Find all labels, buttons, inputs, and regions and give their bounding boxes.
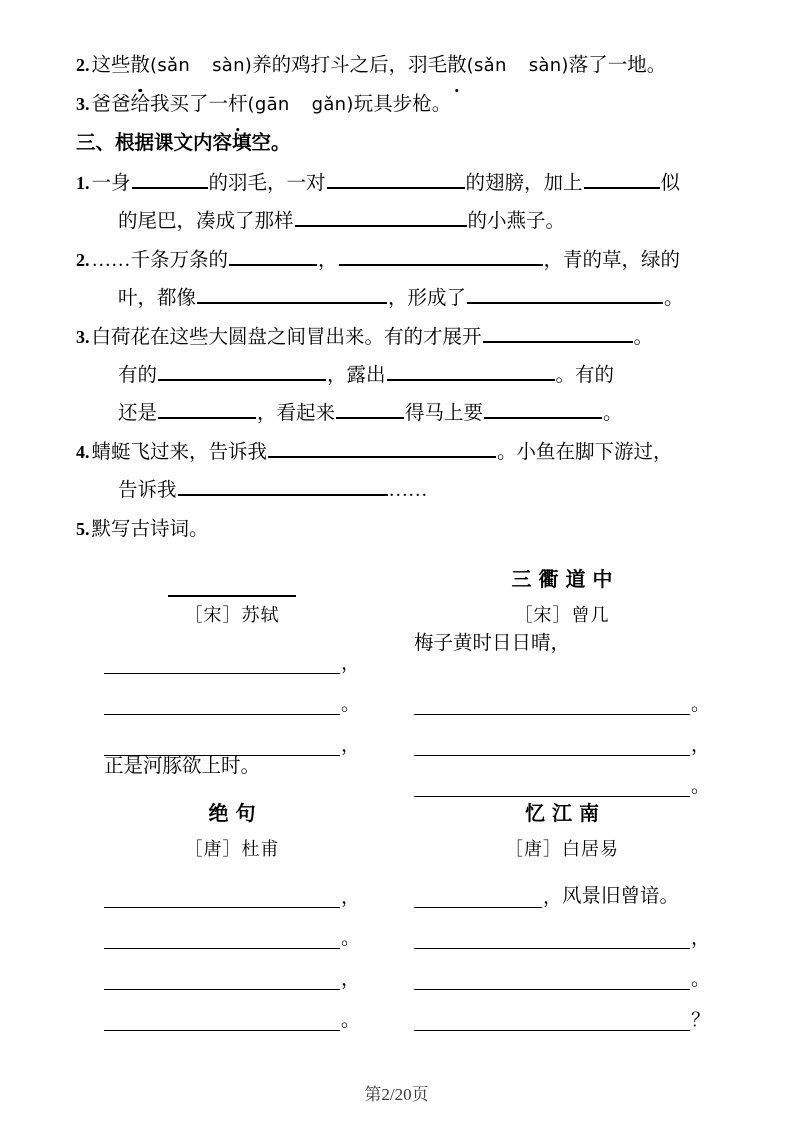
question-text: 白荷花在这些大圆盘之间冒出来。有的才展开 xyxy=(91,327,482,348)
poem-answer-blank[interactable] xyxy=(104,735,340,756)
poem-answer-blank[interactable] xyxy=(104,887,340,908)
poem-punctuation: 。 xyxy=(340,1010,360,1031)
poem-answer-blank[interactable] xyxy=(414,735,690,756)
poem-row-bottom xyxy=(76,797,724,1031)
poem-punctuation: 。 xyxy=(340,694,360,715)
answer-blank[interactable] xyxy=(339,250,543,266)
answer-blank[interactable] xyxy=(467,288,663,304)
pinyin-option[interactable]: sàn) xyxy=(528,55,569,76)
question-text: ，青的草，绿的 xyxy=(543,250,681,271)
poem-answer-blank[interactable] xyxy=(414,1010,690,1031)
question-number: 5. xyxy=(76,519,90,539)
poem-answer-blank[interactable] xyxy=(104,928,340,949)
question-body xyxy=(92,242,725,280)
poem-line xyxy=(414,867,710,908)
emphasized-character: 散 xyxy=(131,47,151,85)
fill-question-row xyxy=(76,395,724,433)
page-content xyxy=(76,46,724,1031)
poem-title-blank[interactable] xyxy=(168,573,296,597)
question-body xyxy=(96,357,724,395)
question-text: 。 xyxy=(633,327,654,348)
question-text: ，形成了 xyxy=(388,288,467,309)
question-text: 得马上要 xyxy=(405,403,484,424)
poem-title: 绝句 xyxy=(208,803,263,825)
question-body xyxy=(92,165,725,203)
fill-question-row xyxy=(76,472,724,510)
question-text: 告诉我 xyxy=(118,480,177,501)
question-text: 。 xyxy=(603,403,623,424)
fill-question-row xyxy=(76,357,724,395)
answer-blank[interactable] xyxy=(158,365,326,381)
question-text: 的尾巴，凑成了那样 xyxy=(118,211,294,232)
poem-answer-blank[interactable] xyxy=(104,969,340,990)
answer-blank[interactable] xyxy=(336,403,404,419)
fill-question-row xyxy=(76,280,724,318)
question-text: 落了一地。 xyxy=(568,55,667,76)
answer-blank[interactable] xyxy=(132,173,208,189)
poem-author: ［宋］苏轼 xyxy=(184,605,280,625)
question-body xyxy=(96,280,724,318)
question-text: 一身 xyxy=(91,173,131,194)
poem-line-text: 风景旧曾谙。 xyxy=(562,886,680,907)
poem-answer-blank[interactable] xyxy=(414,969,690,990)
poem-line xyxy=(104,990,360,1031)
question-text: ……千条万条的 xyxy=(91,250,229,271)
poem-answer-blank[interactable] xyxy=(414,928,690,949)
answer-blank[interactable] xyxy=(584,173,660,189)
question-text: 这些 xyxy=(91,55,131,76)
question-body xyxy=(92,434,725,472)
emphasized-character: 杆 xyxy=(228,86,248,124)
poem-line-text: 正是河豚欲上时。 xyxy=(104,756,261,777)
poem-answer-blank[interactable] xyxy=(104,694,340,715)
poem-title: 三衢道中 xyxy=(511,569,620,591)
poem-line xyxy=(414,990,710,1031)
question-text: 。有的 xyxy=(555,365,615,386)
answer-blank[interactable] xyxy=(387,365,555,381)
poem-punctuation: ， xyxy=(690,928,710,949)
question-body xyxy=(92,47,725,85)
fill-question-row xyxy=(76,318,724,357)
poem-line xyxy=(414,908,710,949)
question-text: 的翅膀，加上 xyxy=(465,173,583,194)
poem-title: 忆江南 xyxy=(525,803,606,825)
poem-top-left xyxy=(76,563,400,797)
poem-line xyxy=(104,867,360,908)
answer-blank[interactable] xyxy=(327,173,465,189)
poem-author: ［唐］杜甫 xyxy=(184,839,280,859)
question-text: 玩具步枪。 xyxy=(353,94,452,115)
pinyin-option[interactable]: gǎn) xyxy=(311,94,354,115)
fill-question-list xyxy=(76,164,724,549)
page-footer: 第2/20页 xyxy=(364,1085,429,1104)
poem-line-text: 梅子黄时日日晴， xyxy=(414,633,571,654)
poem-title xyxy=(104,563,360,597)
question-text: 养的鸡打斗之后，羽毛 xyxy=(252,55,448,76)
question-body xyxy=(96,203,724,241)
poem-punctuation: ， xyxy=(340,653,360,674)
poem-punctuation: ， xyxy=(690,735,710,756)
question-number: 2. xyxy=(76,55,90,75)
fill-question-row xyxy=(76,203,724,241)
poem-punctuation: ？ xyxy=(690,1010,710,1031)
question-text: 的小燕子。 xyxy=(467,211,566,232)
poem-row-top xyxy=(76,563,724,797)
answer-blank[interactable] xyxy=(483,327,633,343)
poem-top-right xyxy=(400,563,724,797)
question-text: 默写古诗词。 xyxy=(91,519,209,540)
pinyin-option[interactable]: (sǎn xyxy=(466,55,507,76)
poem-punctuation: 。 xyxy=(690,694,710,715)
question-text: 还是 xyxy=(118,403,158,424)
poem-line xyxy=(104,908,360,949)
poem-answer-blank[interactable] xyxy=(104,1010,340,1031)
poem-area xyxy=(76,563,724,1031)
question-text: …… xyxy=(388,480,428,501)
poem-line xyxy=(414,674,710,715)
poem-line xyxy=(104,715,360,756)
section-heading-three: 三、根据课文内容填空。 xyxy=(76,133,291,154)
poem-punctuation: 。 xyxy=(690,969,710,990)
poem-punctuation: ， xyxy=(340,887,360,908)
poem-line xyxy=(104,949,360,990)
question-body xyxy=(96,472,724,510)
poem-punctuation: 。 xyxy=(690,776,710,797)
poem-line xyxy=(414,715,710,756)
pinyin-option[interactable]: (sǎn xyxy=(150,55,191,76)
poem-author: ［宋］曾几 xyxy=(514,605,610,625)
pinyin-question-row xyxy=(76,46,724,85)
question-text: 。 xyxy=(664,288,684,309)
poem-answer-blank[interactable] xyxy=(104,653,340,674)
poem-answer-blank[interactable] xyxy=(414,776,690,797)
fill-question-row xyxy=(76,164,724,203)
poem-punctuation: ， xyxy=(543,887,563,908)
answer-blank[interactable] xyxy=(229,250,317,266)
pinyin-question-row xyxy=(76,85,724,124)
fill-question-row xyxy=(76,510,724,549)
question-text: ，露出 xyxy=(327,365,386,386)
question-text: 有的 xyxy=(118,365,158,386)
question-text: 。小鱼在脚下游过， xyxy=(497,442,673,463)
pinyin-option[interactable]: (gān xyxy=(247,94,290,115)
answer-blank[interactable] xyxy=(158,403,256,419)
question-number: 3. xyxy=(76,327,90,347)
answer-blank[interactable] xyxy=(197,288,387,304)
poem-line xyxy=(104,674,360,715)
poem-punctuation: 。 xyxy=(340,928,360,949)
question-text: 爸爸给我买了一 xyxy=(91,94,229,115)
question-number: 4. xyxy=(76,442,90,462)
poem-line xyxy=(414,949,710,990)
poem-line xyxy=(104,756,360,797)
poem-line xyxy=(414,633,710,674)
question-text: 叶，都像 xyxy=(118,288,197,309)
answer-blank[interactable] xyxy=(268,442,496,458)
question-text: 蜻蜓飞过来，告诉我 xyxy=(91,442,268,463)
question-number: 2. xyxy=(76,250,90,270)
question-text: ， xyxy=(318,250,338,271)
question-body xyxy=(92,511,725,549)
pinyin-question-list xyxy=(76,46,724,124)
question-number: 1. xyxy=(76,173,90,193)
question-body xyxy=(92,319,725,357)
poem-line xyxy=(104,633,360,674)
poem-answer-blank[interactable] xyxy=(414,694,690,715)
answer-blank[interactable] xyxy=(178,480,388,496)
poem-author: ［唐］白居易 xyxy=(505,839,619,859)
question-body xyxy=(92,86,725,124)
poem-bottom-left xyxy=(76,797,400,1031)
question-text: ，看起来 xyxy=(257,403,336,424)
poem-punctuation: ， xyxy=(340,969,360,990)
poem-bottom-right xyxy=(400,797,724,1031)
fill-question-row xyxy=(76,241,724,280)
poem-answer-blank[interactable] xyxy=(414,887,542,908)
question-text: 似 xyxy=(660,173,681,194)
emphasized-character: 散 xyxy=(447,47,467,85)
fill-question-row xyxy=(76,433,724,472)
pinyin-option[interactable]: sàn) xyxy=(212,55,253,76)
question-text: 的羽毛，一对 xyxy=(208,173,326,194)
question-body xyxy=(96,395,724,433)
poem-punctuation: ， xyxy=(340,735,360,756)
answer-blank[interactable] xyxy=(484,403,602,419)
poem-line xyxy=(414,756,710,797)
answer-blank[interactable] xyxy=(295,211,467,227)
question-number: 3. xyxy=(76,94,90,114)
